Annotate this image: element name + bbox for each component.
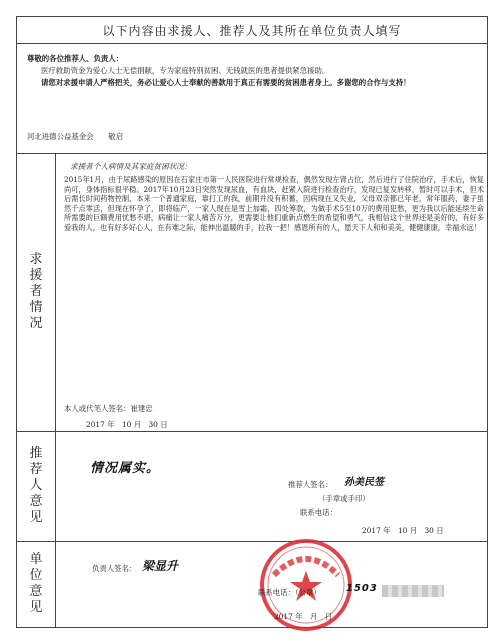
label-char: 人 bbox=[29, 478, 43, 493]
label-char: 情 bbox=[29, 300, 43, 315]
recommender-sign-label: 推荐人签名： bbox=[288, 480, 333, 489]
unit-phone-value: 1503 bbox=[346, 583, 378, 594]
unit-opinion-section bbox=[17, 541, 487, 627]
recommender-opinion-handwriting: 情况属实。 bbox=[90, 461, 161, 476]
notice-line-2: 请您对求援申请人严格把关，务必让爱心人士奉献的善款用于真正有需要的贫困患者身上。多谢您的合作与支持！ bbox=[41, 78, 411, 87]
unit-phone-label: 联系电话：（公章） bbox=[258, 588, 321, 597]
label-char: 荐 bbox=[29, 462, 43, 477]
label-char: 援 bbox=[29, 268, 43, 283]
label-char: 况 bbox=[29, 316, 43, 331]
responsible-sign-label: 负责人签名： bbox=[92, 564, 137, 573]
application-form bbox=[16, 16, 488, 628]
unit-opinion-label bbox=[17, 541, 56, 627]
label-char: 求 bbox=[29, 252, 43, 267]
responsible-signature: 梁显升 bbox=[142, 559, 179, 573]
label-char: 位 bbox=[29, 568, 43, 583]
applicant-situation-label bbox=[17, 153, 56, 431]
recommender-opinion-section bbox=[17, 431, 487, 542]
applicant-date: 2017 年 10 月 30 日 bbox=[86, 420, 168, 429]
situation-body: 2015年1月，由于尿路感染的原因在石家庄市第一人民医院进行常规检查，偶然发现左肾占位，然后进行了住院治疗，手术后，恢复尚可，身体指标很平稳。2017年10月23日突然发现尿血，有血块，赶紧入院进行检查治疗，发现已复发转移，暂时可以手术，但术后需长时间药物控制，本来一个普通家庭，靠打工的我，前期并没有积蓄，因病现在又失业，父母双亲都已年老，常年服药，妻子虽然千点零活，但现在怀孕了，即将临产，一家人现在是雪上加霜，四处筹款，为做手术5至10万的费用犯愁，更为我以后能延续生命所需要的巨额费用忧愁不堪，病痛让一家人痛苦万分，更需要让他们重新点燃生的希望和勇气，我相信这个世界还是美好的，有好多爱我的人，也有好多好心人，在有难之际，能伸出温暖的手，拉我一把！感恩所有的人，愿天下人和和美美，健健康康，幸福永远！ bbox=[64, 175, 484, 232]
stamp-note: （手章或手印） bbox=[318, 494, 370, 503]
recommender-date: 2017 年 10 月 30 日 bbox=[362, 526, 444, 535]
label-char: 单 bbox=[29, 552, 43, 567]
notice-greeting: 尊敬的各位推荐人、负责人： bbox=[27, 54, 124, 63]
label-char: 者 bbox=[29, 284, 43, 299]
recommender-opinion-label bbox=[17, 431, 56, 541]
form-title: 以下内容由求援人、推荐人及其所在单位负责人填写 bbox=[17, 17, 487, 44]
notice-line-1: 医疗救助资金为爱心人士无偿捐献，专为家庭特别贫困、无钱就医的患者提供紧急援助。 bbox=[41, 66, 330, 75]
label-char: 见 bbox=[29, 510, 43, 525]
label-char: 意 bbox=[29, 584, 43, 599]
notice-block bbox=[17, 43, 487, 154]
situation-heading: 求援者个人病情及其家庭贫困状况： bbox=[70, 162, 192, 171]
label-char: 意 bbox=[29, 494, 43, 509]
redacted-phone-block bbox=[382, 585, 444, 597]
applicant-signer: 本人或代笔人签名：崔建忠 bbox=[64, 404, 153, 413]
recommender-phone-label: 联系电话： bbox=[300, 508, 337, 517]
applicant-situation-section bbox=[17, 153, 487, 432]
unit-date: 2017 年 月 日 bbox=[274, 612, 333, 621]
recommender-signature: 孙美民签 bbox=[344, 477, 384, 488]
label-char: 推 bbox=[29, 446, 43, 461]
label-char: 见 bbox=[29, 600, 43, 615]
notice-signature: 河北进德公益基金会 敬启 bbox=[27, 132, 124, 141]
